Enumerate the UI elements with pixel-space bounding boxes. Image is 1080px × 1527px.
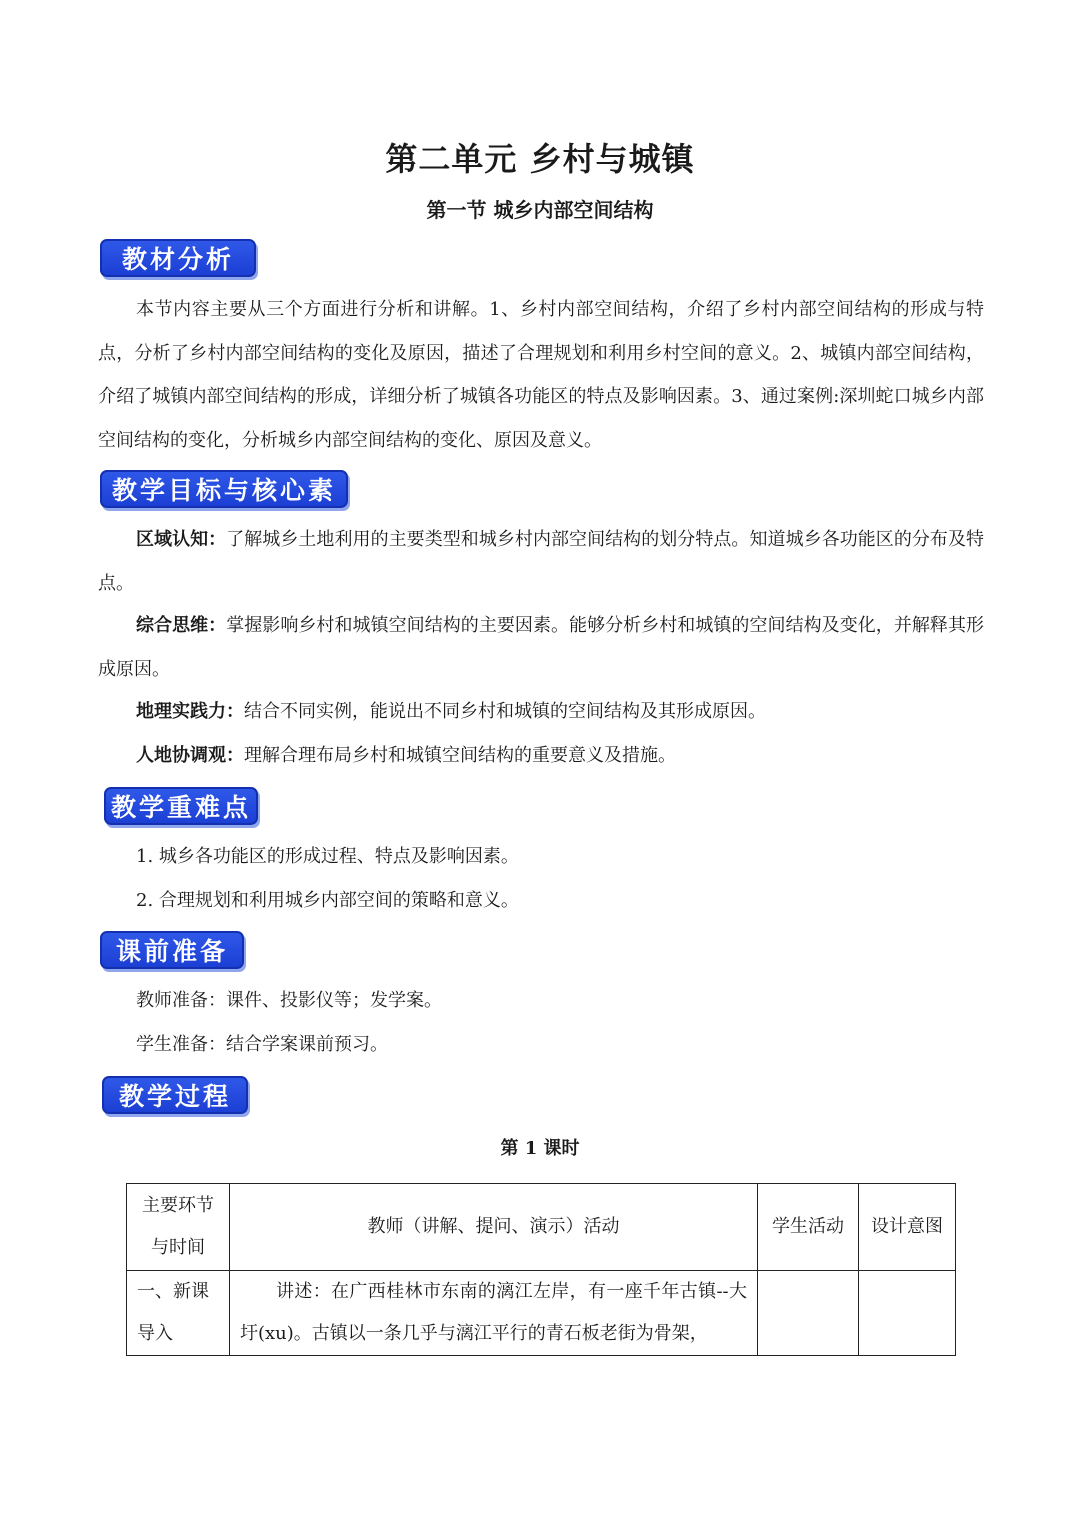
- table-header-row: [127, 1184, 956, 1271]
- objective-text: 了解城乡土地利用的主要类型和城乡村内部空间结构的划分特点。知道城乡各功能区的分布及特点。: [98, 529, 984, 594]
- section-badge-objectives: 教学目标与核心素养: [100, 470, 348, 508]
- period-label: 第 1 课时: [500, 1138, 580, 1159]
- table-row: [127, 1271, 956, 1356]
- materials-analysis-text: 本节内容主要从三个方面进行分析和讲解。1、乡村内部空间结构，介绍了乡村内部空间结构的形成与特点，分析了乡村内部空间结构的变化及原因，描述了合理规划和利用乡村空间的意义。2、城镇内部空间结构，介绍了城镇内部空间结构的形成，详细分析了城镇各功能区的特点及影响因素。3、通过案例:深圳蛇口城乡内部空间结构的变化，分析城乡内部空间结构的变化、原因及意义。: [98, 299, 984, 451]
- objective-item: [98, 734, 984, 778]
- key-point-item: 2. 合理规划和利用城乡内部空间的策略和意义。: [136, 890, 519, 911]
- unit-title: 第二单元 乡村与城镇: [385, 140, 695, 178]
- objective-label: 综合思维：: [136, 615, 227, 636]
- lesson-table: [126, 1183, 956, 1356]
- objective-item: [98, 518, 984, 605]
- section-badge-preparation: 课前准备: [100, 931, 244, 969]
- objective-label: 区域认知：: [136, 529, 227, 550]
- cell-intent: [859, 1271, 956, 1356]
- objective-label: 地理实践力：: [136, 701, 244, 722]
- key-point-item: 1. 城乡各功能区的形成过程、特点及影响因素。: [136, 846, 519, 867]
- objective-item: [98, 690, 984, 734]
- objective-text: 掌握影响乡村和城镇空间结构的主要因素。能够分析乡村和城镇的空间结构及变化，并解释其形成原因。: [98, 615, 984, 680]
- col-header-intent: 设计意图: [859, 1184, 956, 1271]
- objective-item: [98, 604, 984, 691]
- objective-text: 结合不同实例，能说出不同乡村和城镇的空间结构及其形成原因。: [244, 701, 766, 722]
- objective-text: 理解合理布局乡村和城镇空间结构的重要意义及措施。: [244, 745, 676, 766]
- col-header-stage: 主要环节与时间: [127, 1184, 230, 1271]
- preparation-item: 教师准备：课件、投影仪等；发学案。: [136, 990, 442, 1011]
- cell-teacher: 讲述：在广西桂林市东南的漓江左岸，有一座千年古镇--大圩(xu)。古镇以一条几乎与漓江平行的青石板老街为骨架，: [230, 1271, 758, 1356]
- cell-student: [758, 1271, 859, 1356]
- section-badge-materials-analysis: 教材分析: [100, 239, 256, 277]
- section-badge-key-points: 教学重难点: [104, 787, 258, 825]
- preparation-item: 学生准备：结合学案课前预习。: [136, 1034, 388, 1055]
- section-badge-process: 教学过程: [102, 1076, 248, 1114]
- objective-label: 人地协调观：: [136, 745, 244, 766]
- col-header-teacher: 教师（讲解、提问、演示）活动: [230, 1184, 758, 1271]
- col-header-student: 学生活动: [758, 1184, 859, 1271]
- cell-stage: 一、新课导入: [127, 1271, 230, 1356]
- section-title: 第一节 城乡内部空间结构: [426, 198, 654, 222]
